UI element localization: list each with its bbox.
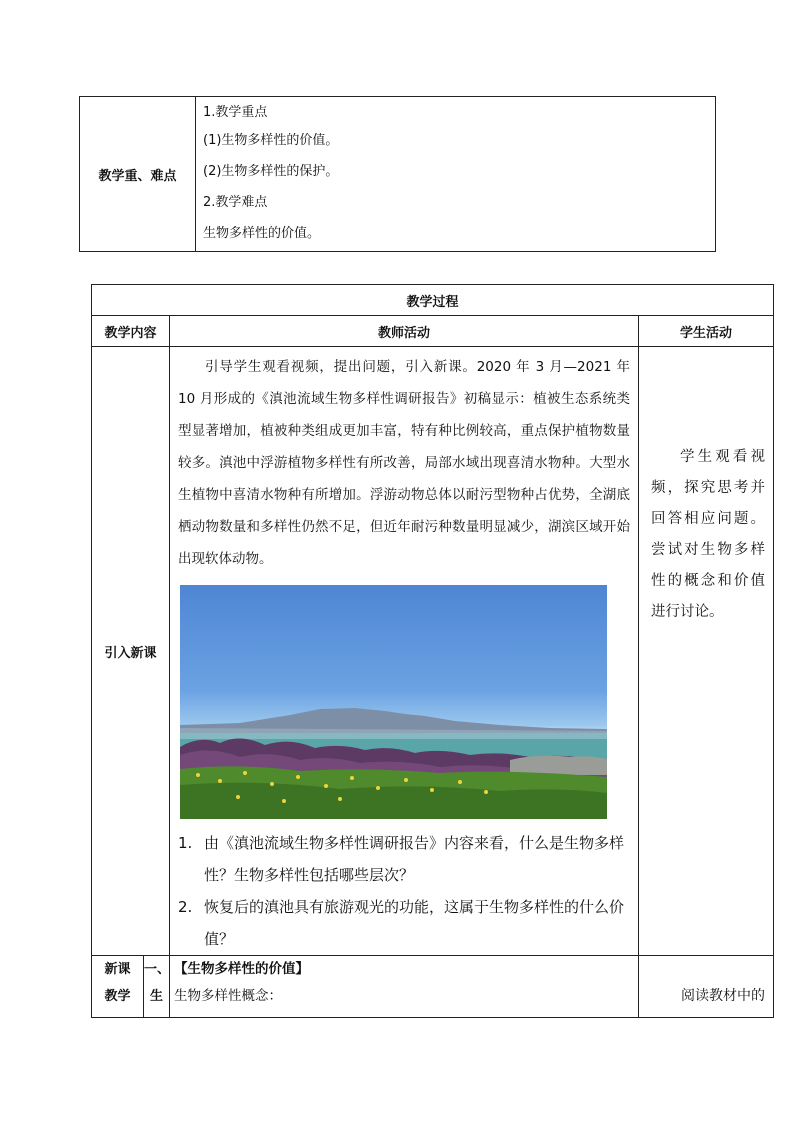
intro-student-text: 学生观看视频，探究思考并回答相应问题。尝试对生物多样性的概念和价值进行讨论。 xyxy=(651,449,766,620)
new-lesson-teacher-activity xyxy=(170,956,639,1018)
question-number: 1. xyxy=(178,834,193,852)
key-points-table xyxy=(79,96,716,252)
intro-student-activity xyxy=(639,347,774,956)
teaching-process-table xyxy=(91,284,774,1018)
new-lesson-label-line: 教学 xyxy=(104,989,131,1004)
question-text: 恢复后的滇池具有旅游观光的功能，这属于生物多样性的什么价值？ xyxy=(204,898,625,948)
header-student-activity: 学生活动 xyxy=(639,316,774,347)
key-points-content xyxy=(196,97,716,252)
new-lesson-label-line: 新课 xyxy=(104,962,131,977)
section-title: 【生物多样性的价值】 xyxy=(174,961,309,977)
key-points-label: 教学重、难点 xyxy=(80,97,196,252)
key-points-line: 生物多样性的价值。 xyxy=(203,226,321,241)
new-lesson-sublabel-line: 一、 xyxy=(144,962,171,977)
intro-questions xyxy=(178,827,630,955)
lake-landscape-photo xyxy=(180,585,607,819)
intro-question-item xyxy=(178,891,630,955)
new-lesson-student-text: 阅读教材中的 xyxy=(681,988,766,1004)
new-lesson-label xyxy=(92,956,144,1018)
intro-label: 引入新课 xyxy=(92,347,170,956)
question-number: 2. xyxy=(178,898,193,916)
new-lesson-sublabel xyxy=(144,956,170,1018)
concept-text: 生物多样性概念： xyxy=(174,988,282,1004)
intro-question-item xyxy=(178,827,630,891)
key-points-line: (2)生物多样性的保护。 xyxy=(203,164,339,179)
key-points-line: (1)生物多样性的价值。 xyxy=(203,133,339,148)
header-teaching-content: 教学内容 xyxy=(92,316,170,347)
new-lesson-sublabel-line: 生 xyxy=(149,989,163,1004)
intro-teacher-activity xyxy=(170,347,639,956)
new-lesson-student-activity xyxy=(639,956,774,1018)
teaching-process-title: 教学过程 xyxy=(92,285,774,316)
key-points-line: 1.教学重点 xyxy=(203,105,268,120)
intro-paragraph: 引导学生观看视频，提出问题，引入新课。2020 年 3 月—2021 年 10 月形成的《滇池流域生物多样性调研报告》初稿显示：植被生态系统类型显著增加，植被种类组成更加丰富，特有种比例较高，重点保护植物数量较多。滇池中浮游植物多样性有所改善，局部水域出现喜清水物种。大型水生植物中喜清水物种有所增加。浮游动物总体以耐污型物种占优势，全湖底栖动物数量和多样性仍然不足，但近年耐污种数量明显减少，湖滨区域开始出现软体动物。 xyxy=(178,359,630,567)
question-text: 由《滇池流域生物多样性调研报告》内容来看，什么是生物多样性？生物多样性包括哪些层次？ xyxy=(204,834,625,884)
key-points-line: 2.教学难点 xyxy=(203,195,268,210)
header-teacher-activity: 教师活动 xyxy=(170,316,639,347)
